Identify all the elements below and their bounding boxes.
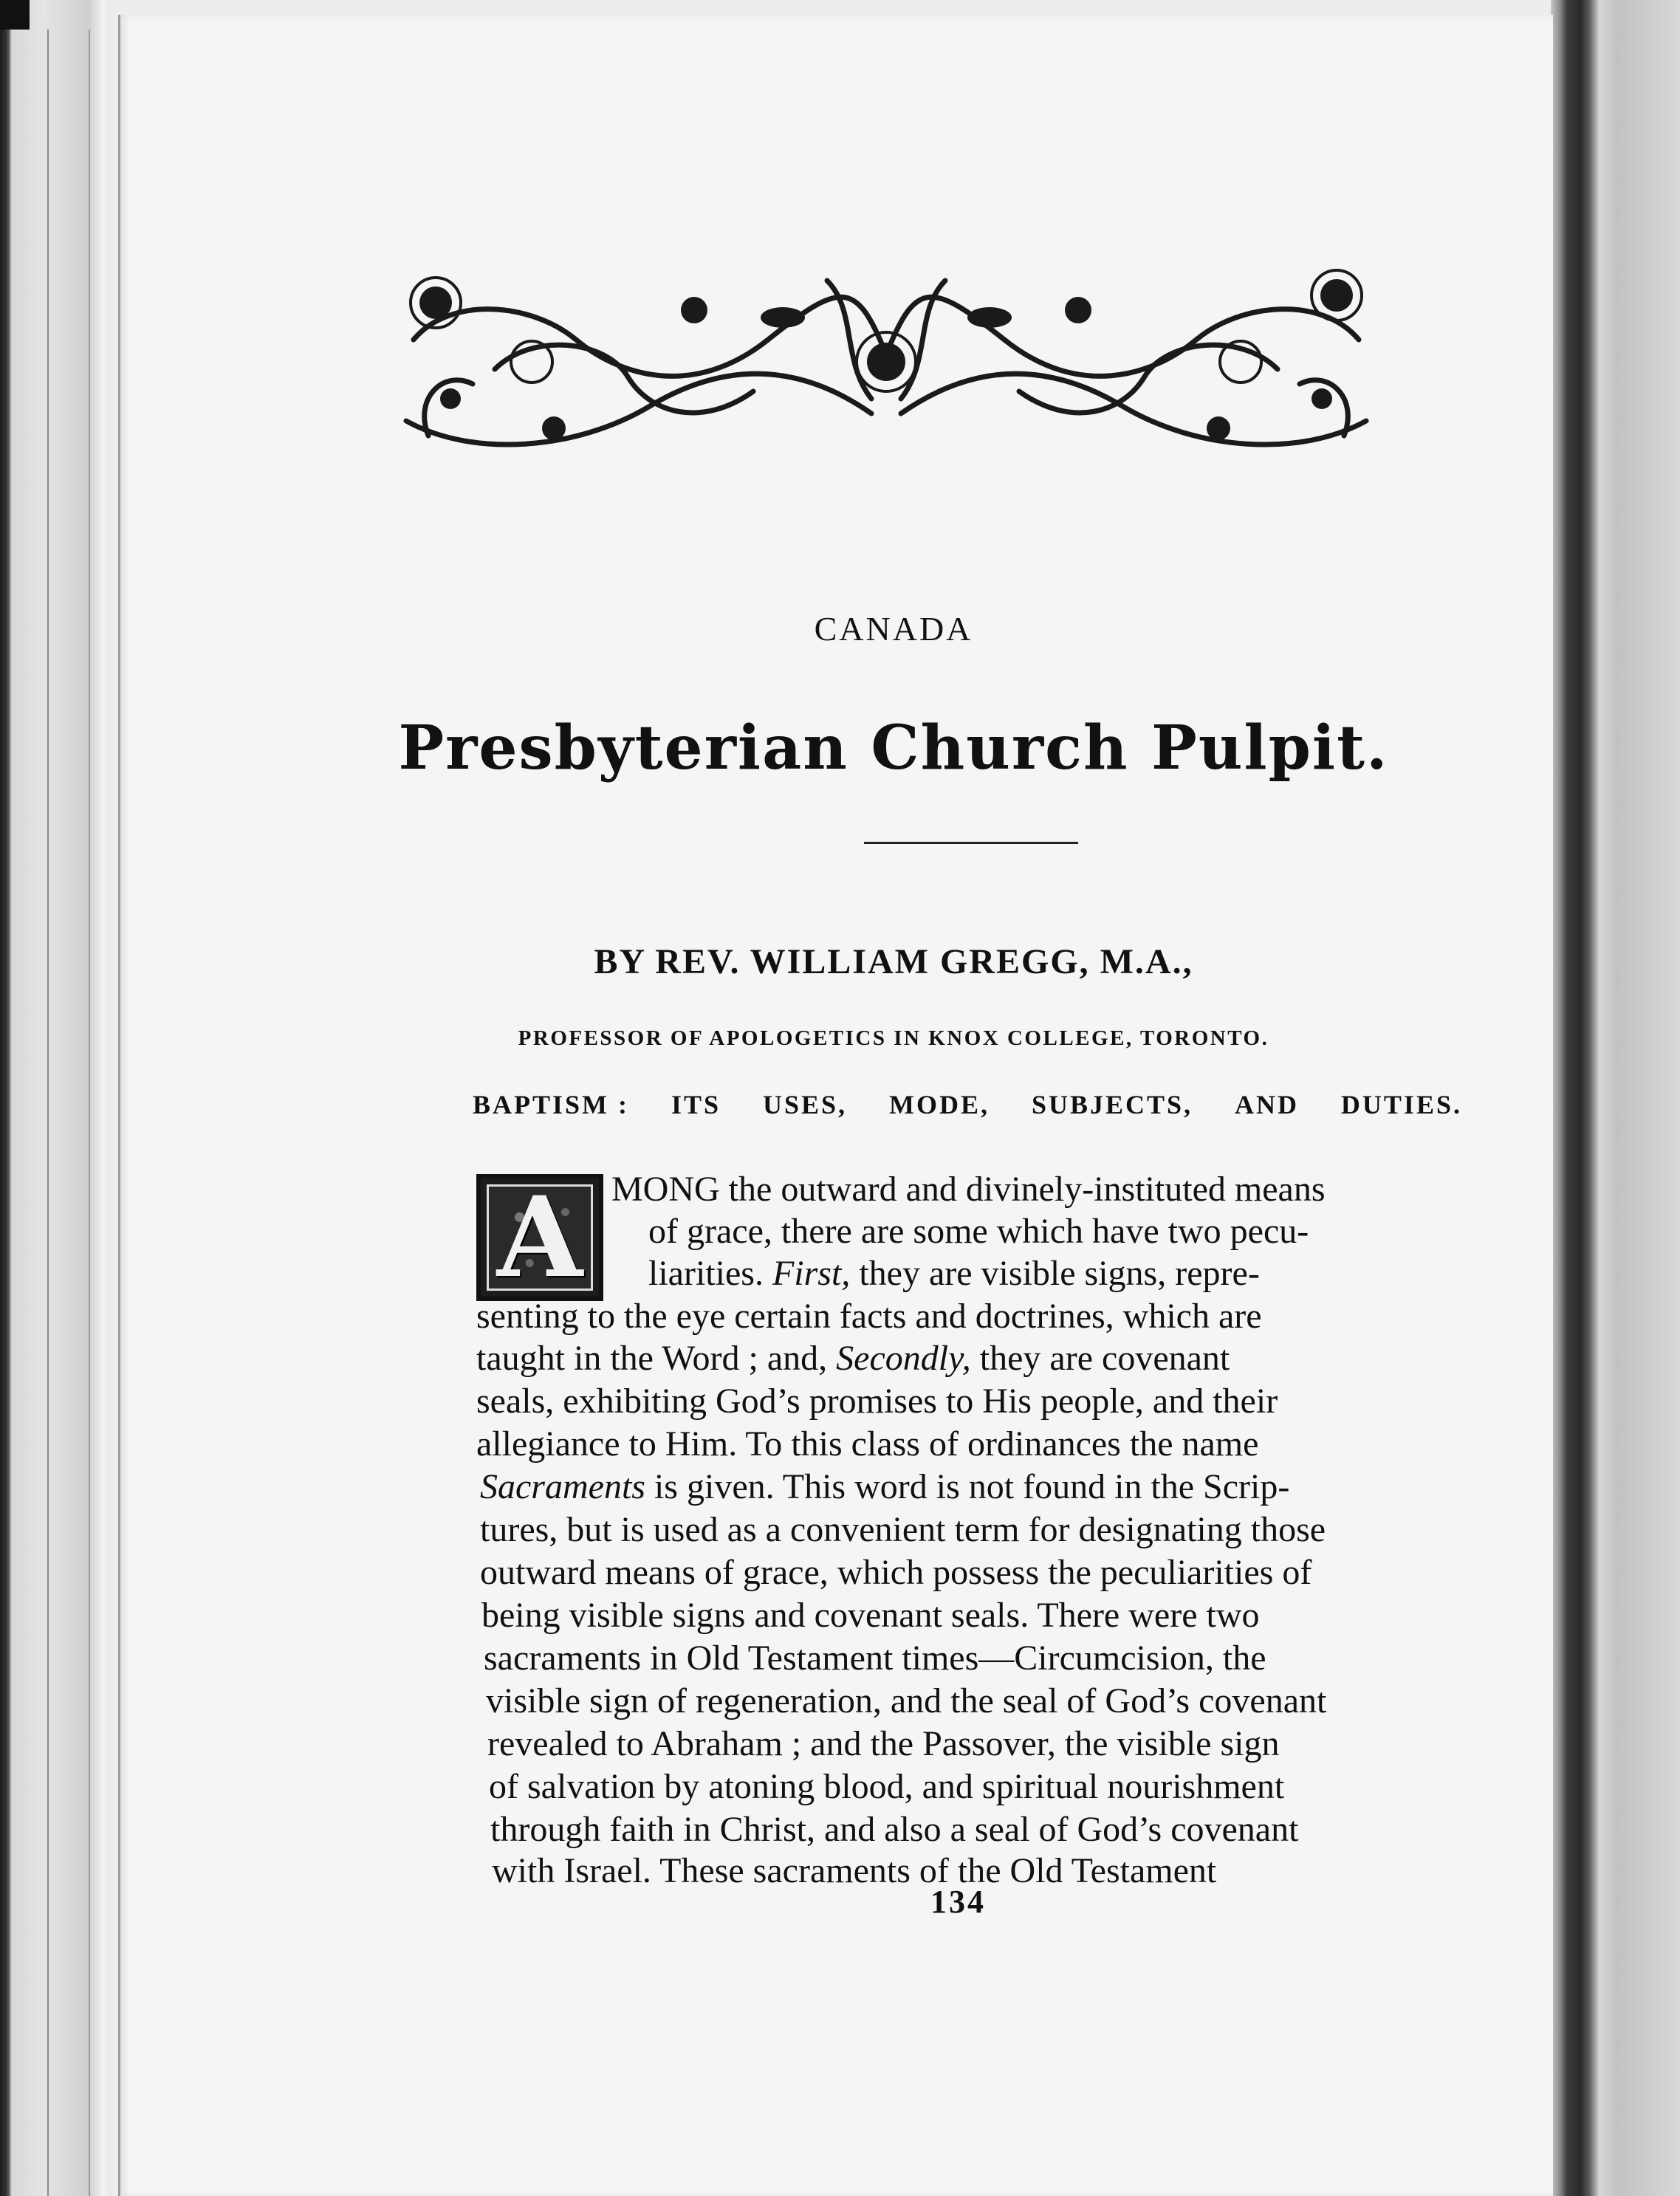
body-line: allegiance to Him. To this class of ordinances the name [476,1424,1259,1464]
body-line: outward means of grace, which possess the peculiarities of [480,1553,1312,1592]
body-line: visible sign of regeneration, and the seal of God’s covenant [486,1681,1327,1720]
drop-cap-letter: A [496,1173,583,1303]
title-rule [864,842,1078,844]
sermon-subject [473,1089,1462,1120]
body-line: taught in the Word ; and, Secondly, they are covenant [476,1339,1230,1378]
body-line: being visible signs and covenant seals. There were two [481,1596,1260,1635]
body-line: MONG the outward and divinely-instituted means [611,1170,1326,1209]
subject-word: USES, [762,1090,848,1119]
italic-emphasis: Sacraments [480,1467,645,1506]
body-line: senting to the eye certain facts and doctrines, which are [476,1297,1262,1336]
subject-word: DUTIES. [1340,1090,1462,1119]
subject-word: SUBJECTS, [1031,1090,1193,1119]
right-binding-edge [1551,0,1680,2196]
place-heading: CANADA [814,610,973,648]
author-byline: BY REV. WILLIAM GREGG, M.A., [594,942,1193,981]
body-line: through faith in Christ, and also a seal of God’s covenant [490,1810,1299,1849]
author-affiliation: PROFESSOR OF APOLOGETICS IN KNOX COLLEGE, TORONTO. [518,1026,1269,1050]
body-line: liarities. First, they are visible signs, repre- [648,1254,1260,1293]
series-title: Presbyterian Church Pulpit. [398,713,1389,783]
decorative-drop-cap [476,1174,603,1301]
body-line: of grace, there are some which have two pecu- [648,1212,1309,1251]
subject-word: ITS [671,1090,721,1119]
page-edge-line [89,30,90,2196]
body-line: of salvation by atoning blood, and spiritual nourishment [489,1767,1285,1806]
page-edge-line [7,30,10,2196]
subject-lead: BAPTISM : [473,1090,630,1119]
body-line: seals, exhibiting God’s promises to His people, and their [476,1382,1278,1421]
body-line: revealed to Abraham ; and the Passover, the visible sign [487,1724,1280,1763]
body-line: tures, but is used as a convenient term for designating those [480,1510,1326,1549]
left-page-edges [0,0,111,2196]
floral-scroll-ornament-icon [384,251,1388,473]
body-line: sacraments in Old Testament times—Circumcision, the [484,1639,1266,1678]
page-edge-line [47,30,49,2196]
body-line: Sacraments is given. This word is not found in the Scrip- [480,1467,1290,1506]
subject-word: MODE, [888,1090,990,1119]
body-line: with Israel. These sacraments of the Old Testament [492,1851,1217,1890]
subject-word: AND [1234,1090,1299,1119]
page-number: 134 [930,1884,986,1920]
italic-emphasis: First, [772,1254,851,1293]
italic-emphasis: Secondly, [836,1339,971,1378]
binding-corner [0,0,30,30]
